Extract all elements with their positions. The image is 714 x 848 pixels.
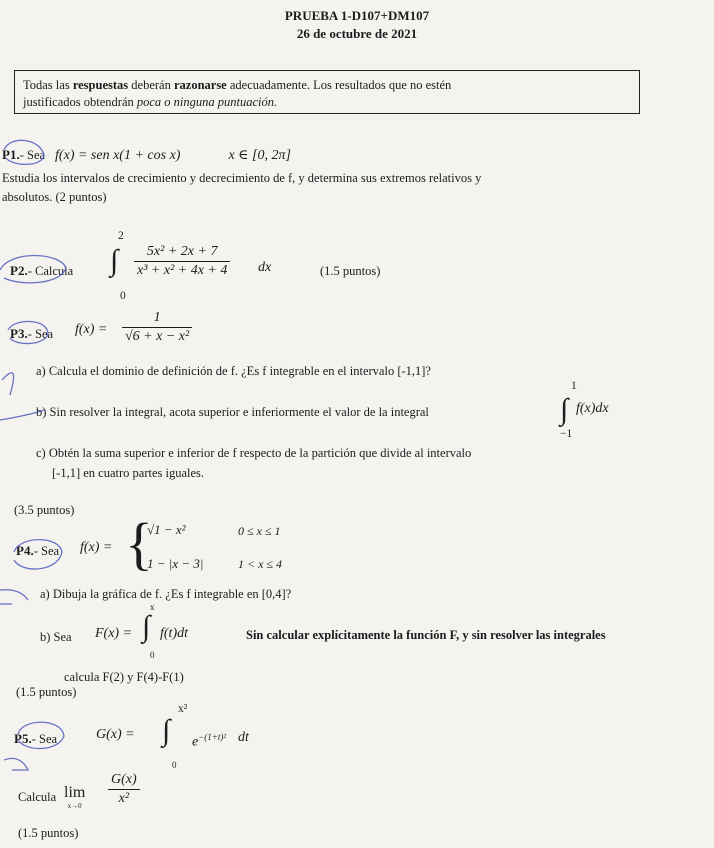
p2-points: (1.5 puntos) bbox=[320, 264, 381, 278]
p5-circle-mark bbox=[18, 722, 64, 748]
p3-label: P3. bbox=[10, 326, 28, 341]
p5-lower-limit: 0 bbox=[172, 760, 177, 770]
p3-circle-mark bbox=[8, 321, 48, 343]
p5-label: P5. bbox=[14, 731, 32, 746]
p4-b-calculate: calcula F(2) y F(4)-F(1) bbox=[64, 670, 184, 684]
p1-statement: Estudia los intervalos de crecimiento y decrecimiento de f, y determina sus extremos relativos y bbox=[2, 171, 482, 185]
p4-case2: 1 − |x − 3| bbox=[147, 556, 204, 571]
exam-title: PRUEBA 1-D107+DM107 bbox=[284, 8, 430, 23]
p5-lead: - Sea bbox=[31, 732, 58, 746]
p4-side-mark bbox=[0, 590, 28, 604]
integral-sign-icon: ∫ bbox=[560, 393, 569, 426]
p5-numerator: G(x) bbox=[108, 772, 140, 790]
p5-points: (1.5 puntos) bbox=[18, 826, 79, 840]
notice-text: Todas las bbox=[23, 78, 73, 92]
p5-upper-limit: x² bbox=[178, 703, 188, 715]
p5-dt: dt bbox=[238, 730, 249, 745]
p2-label: P2. bbox=[10, 263, 28, 278]
notice-bold-respuestas: respuestas bbox=[72, 78, 129, 92]
p5-side-mark bbox=[4, 758, 28, 770]
brace-icon: { bbox=[125, 511, 153, 576]
p1-circle-mark bbox=[4, 140, 44, 164]
p2-lower-limit: 0 bbox=[120, 290, 126, 302]
notice-text: deberán bbox=[128, 78, 174, 92]
p1-lead: - Sea bbox=[19, 148, 46, 162]
p1-function: f(x) = sen x(1 + cos x) bbox=[55, 148, 181, 163]
p3-b-lower-limit: −1 bbox=[560, 428, 573, 440]
p4-label: P4. bbox=[16, 543, 34, 558]
p4-part-a: a) Dibuja la gráfica de f. ¿Es f integrable en [0,4]? bbox=[40, 587, 292, 601]
p4-case2-condition: 1 < x ≤ 4 bbox=[238, 557, 283, 571]
lim-word: lim bbox=[64, 784, 86, 801]
p3-denominator: √6 + x − x² bbox=[125, 329, 190, 344]
p2-upper-limit: 2 bbox=[118, 230, 124, 242]
p4-points: (1.5 puntos) bbox=[16, 685, 77, 699]
p3-side-mark bbox=[0, 373, 44, 420]
exam-date: 26 de octubre de 2021 bbox=[296, 26, 418, 41]
p4-b-lower-limit: 0 bbox=[150, 650, 155, 660]
p4-case1: √1 − x² bbox=[147, 522, 186, 537]
integral-sign-icon: ∫ bbox=[142, 610, 151, 643]
notice-text: adecuadamente. Los resultados que no estén bbox=[226, 78, 452, 92]
notice-italic: poca o ninguna puntuación. bbox=[136, 95, 278, 109]
notice-bold-razonarse: razonarse bbox=[173, 78, 227, 92]
p4-function: f(x) = bbox=[80, 540, 113, 555]
p3-part-b: b) Sin resolver la integral, acota superior e inferiormente el valor de la integral bbox=[36, 405, 429, 419]
integral-sign-icon: ∫ bbox=[110, 244, 119, 277]
p4-b-upper-limit: x bbox=[150, 602, 155, 612]
p3-points: (3.5 puntos) bbox=[14, 503, 75, 517]
p1-label: P1. bbox=[2, 147, 20, 162]
p5-exponential-base: e bbox=[192, 734, 199, 750]
p5-calculate: Calcula bbox=[18, 790, 57, 804]
integral-sign-icon: ∫ bbox=[162, 714, 171, 747]
p3-function: f(x) = bbox=[75, 322, 108, 337]
p4-b-integrand: f(t)dt bbox=[160, 626, 188, 641]
p3-part-c-line1: c) Obtén la suma superior e inferior de f respecto de la partición que divide al intervalo bbox=[36, 446, 472, 460]
p3-b-upper-limit: 1 bbox=[571, 380, 577, 392]
p3-lead: - Sea bbox=[27, 327, 54, 341]
p3-numerator: 1 bbox=[122, 310, 192, 328]
p2-lead: - Calcula bbox=[27, 264, 74, 278]
p2-numerator: 5x² + 2x + 7 bbox=[134, 244, 230, 262]
p3-part-a: a) Calcula el dominio de definición de f. ¿Es f integrable en el intervalo [-1,1]? bbox=[36, 364, 431, 378]
p2-dx: dx bbox=[258, 260, 272, 275]
p4-circle-mark bbox=[14, 540, 62, 569]
p3-part-c-line2: [-1,1] en cuatro partes iguales. bbox=[52, 466, 205, 480]
p1-domain: x ∈ [0, 2π] bbox=[228, 148, 291, 163]
p5-exponent: −(1+t)² bbox=[198, 732, 227, 742]
p4-b-function: F(x) = bbox=[95, 626, 133, 641]
p4-case1-condition: 0 ≤ x ≤ 1 bbox=[238, 524, 281, 538]
lim-subscript: x→0 bbox=[67, 802, 82, 810]
p3-b-integrand: f(x)dx bbox=[576, 401, 609, 416]
p4-part-b-lead: b) Sea bbox=[40, 630, 72, 644]
notice-text: justificados obtendrán bbox=[23, 95, 137, 109]
p2-denominator: x³ + x² + 4x + 4 bbox=[137, 263, 228, 278]
p2-circle-mark bbox=[0, 256, 66, 283]
p4-lead: - Sea bbox=[33, 544, 60, 558]
p4-b-instruction: Sin calcular explícitamente la función F, y sin resolver las integrales bbox=[246, 628, 606, 642]
p1-points: absolutos. (2 puntos) bbox=[2, 190, 107, 204]
p5-denominator: x² bbox=[118, 791, 130, 806]
p5-function: G(x) = bbox=[96, 727, 135, 742]
